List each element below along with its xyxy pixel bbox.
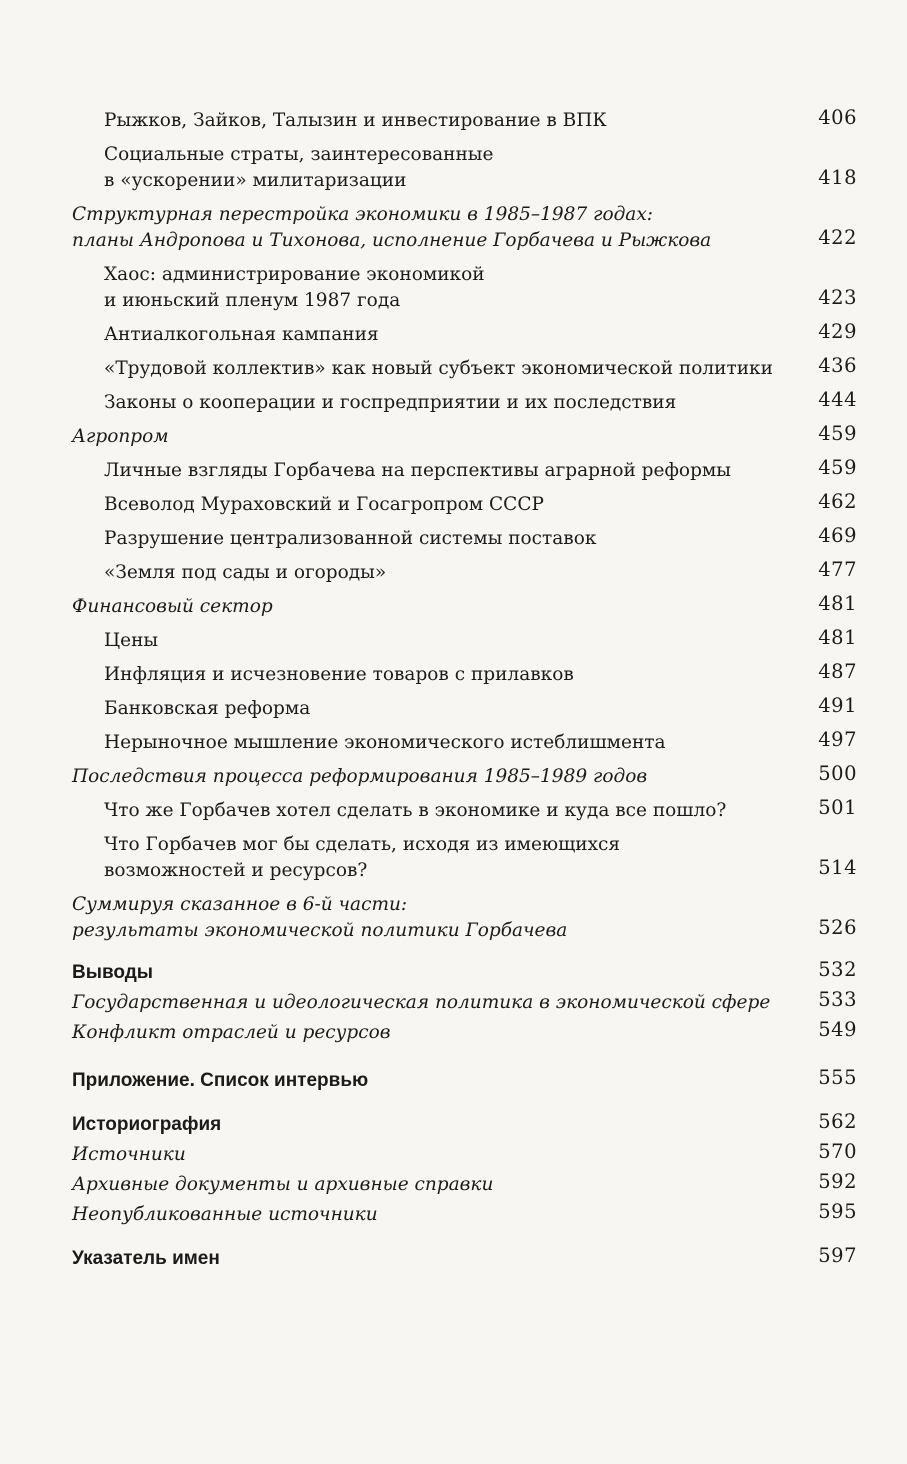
toc-entry-title-line: Историография [72,1114,222,1135]
toc-entry-title [72,1172,857,1198]
toc-page-number: 532 [818,958,857,981]
toc-entry-title-line: Государственная и идеологическая политика в экономической сфере [72,992,771,1013]
toc-entry[interactable] [72,356,857,382]
toc-entry-title-line: и июньский пленум 1987 года [104,290,401,311]
toc-entry-title-line: Суммируя сказанное в 6-й части: [72,894,408,915]
toc-entry[interactable] [72,322,857,348]
toc-entry-title-line: «Трудовой коллектив» как новый субъект экономической политики [104,358,773,379]
toc-entry[interactable] [72,1246,857,1272]
toc-entry-title-line: Архивные документы и архивные справки [72,1174,494,1195]
toc-entry-title-line: Нерыночное мышление экономического истеблишмента [104,732,666,753]
toc-page-number: 500 [818,762,857,785]
toc-entry-title-line: Конфликт отраслей и ресурсов [72,1022,391,1043]
toc-page-number: 406 [818,106,857,129]
toc-entry-title-line: Что Горбачев мог бы сделать, исходя из имеющихся [104,834,621,855]
toc-entry-title-line: Агропром [72,426,169,447]
toc-entry-title-line: «Земля под сады и огороды» [104,562,387,583]
toc-page-number: 422 [818,226,857,249]
toc-entry[interactable] [72,662,857,688]
toc-entry-title [72,594,857,620]
toc-entry-title [72,262,857,314]
toc-entry-title [72,960,857,986]
toc-entry-title [72,322,857,348]
toc-page-number: 444 [818,388,857,411]
toc-entry-title [72,560,857,586]
toc-entry[interactable] [72,424,857,450]
toc-entry-title-line: Хаос: администрирование экономикой [104,264,485,285]
toc-page-number: 570 [818,1140,857,1163]
toc-page-number: 423 [818,286,857,309]
toc-entry-title-line: возможностей и ресурсов? [104,860,368,881]
toc-entry-title-line: Последствия процесса реформирования 1985–1989 годов [72,766,648,787]
toc-entry-title [72,1142,857,1168]
toc-entry-title [72,628,857,654]
toc-entry-title-line: Финансовый сектор [72,596,273,617]
toc-entry-title-line: Что же Горбачев хотел сделать в экономике и куда все пошло? [104,800,727,821]
toc-page-number: 462 [818,490,857,513]
toc-entry-title-line: Приложение. Список интервью [72,1070,369,1091]
toc-entry[interactable] [72,390,857,416]
toc-entry[interactable] [72,960,857,986]
toc-entry-title [72,764,857,790]
toc-entry-title [72,832,857,884]
toc-entry-title-line: Инфляция и исчезновение товаров с прилавков [104,664,574,685]
toc-entry[interactable] [72,594,857,620]
toc-entry-title [72,990,857,1016]
toc-entry[interactable] [72,1112,857,1138]
toc-page-number: 487 [818,660,857,683]
toc-entry-title [72,356,857,382]
toc-entry-title [72,390,857,416]
toc-entry-title [72,892,857,944]
toc-page-number: 418 [818,166,857,189]
toc-entry-title-line: Законы о кооперации и госпредприятии и их последствия [104,392,677,413]
toc-page-number: 597 [818,1244,857,1267]
toc-entry[interactable] [72,202,857,254]
toc-entry-title-line: Рыжков, Зайков, Талызин и инвестирование в ВПК [104,110,607,131]
toc-entry-title [72,730,857,756]
toc-entry-title-line: Цены [104,630,159,651]
toc-page-number: 481 [818,592,857,615]
toc-page-number: 491 [818,694,857,717]
toc-page-number: 469 [818,524,857,547]
toc-entry[interactable] [72,1020,857,1046]
toc-entry[interactable] [72,798,857,824]
toc-entry[interactable] [72,730,857,756]
toc-entry-title-line: Указатель имен [72,1248,220,1269]
toc-page-number: 533 [818,988,857,1011]
toc-entry-title [72,1112,857,1138]
toc-entry[interactable] [72,262,857,314]
toc-page-number: 436 [818,354,857,377]
toc-page-number: 514 [818,856,857,879]
toc-page-number: 481 [818,626,857,649]
toc-entry-title [72,798,857,824]
toc-entry-title [72,1020,857,1046]
toc-page-number: 497 [818,728,857,751]
toc-page-number: 459 [818,422,857,445]
toc-entry[interactable] [72,108,857,134]
toc-entry-title-line: Источники [72,1144,186,1165]
toc-entry-title-line: Разрушение централизованной системы поставок [104,528,597,549]
toc-page-number: 549 [818,1018,857,1041]
toc-entry[interactable] [72,892,857,944]
toc-entry-title [72,142,857,194]
toc-entry-title [72,1068,857,1094]
toc-entry-title [72,492,857,518]
toc-entry[interactable] [72,526,857,552]
toc-entry-title [72,1246,857,1272]
toc-entry-title [72,1202,857,1228]
toc-entry[interactable] [72,1172,857,1198]
toc-entry[interactable] [72,492,857,518]
toc-page-number: 477 [818,558,857,581]
toc-entry[interactable] [72,696,857,722]
toc-entry-title [72,696,857,722]
toc-entry[interactable] [72,832,857,884]
toc-entry[interactable] [72,764,857,790]
toc-entry-title-line: результаты экономической политики Горбачева [72,920,568,941]
table-of-contents [72,108,857,1272]
toc-entry[interactable] [72,142,857,194]
toc-entry-title-line: Банковская реформа [104,698,311,719]
toc-entry[interactable] [72,990,857,1016]
toc-entry-title-line: Антиалкогольная кампания [104,324,379,345]
toc-entry-title [72,202,857,254]
toc-page-number: 595 [818,1200,857,1223]
toc-entry[interactable] [72,1068,857,1094]
toc-entry[interactable] [72,458,857,484]
toc-entry[interactable] [72,628,857,654]
toc-entry-title-line: Выводы [72,962,154,983]
toc-entry-title-line: Социальные страты, заинтересованные [104,144,494,165]
toc-entry[interactable] [72,1142,857,1168]
toc-page-number: 459 [818,456,857,479]
toc-entry-title [72,108,857,134]
toc-entry-title [72,526,857,552]
toc-entry-title-line: Всеволод Мураховский и Госагропром СССР [104,494,544,515]
toc-page-number: 555 [818,1066,857,1089]
toc-page-number: 429 [818,320,857,343]
toc-entry-title [72,662,857,688]
toc-entry-title-line: Неопубликованные источники [72,1204,378,1225]
toc-entry[interactable] [72,1202,857,1228]
toc-page-number: 592 [818,1170,857,1193]
toc-page-number: 562 [818,1110,857,1133]
toc-page-number: 501 [818,796,857,819]
toc-entry-title-line: Структурная перестройка экономики в 1985–1987 годах: [72,204,654,225]
toc-page-number: 526 [818,916,857,939]
toc-entry-title [72,458,857,484]
toc-entry[interactable] [72,560,857,586]
toc-entry-title-line: в «ускорении» милитаризации [104,170,407,191]
toc-entry-title-line: Личные взгляды Горбачева на перспективы аграрной реформы [104,460,732,481]
toc-entry-title-line: планы Андропова и Тихонова, исполнение Горбачева и Рыжкова [72,230,712,251]
toc-entry-title [72,424,857,450]
